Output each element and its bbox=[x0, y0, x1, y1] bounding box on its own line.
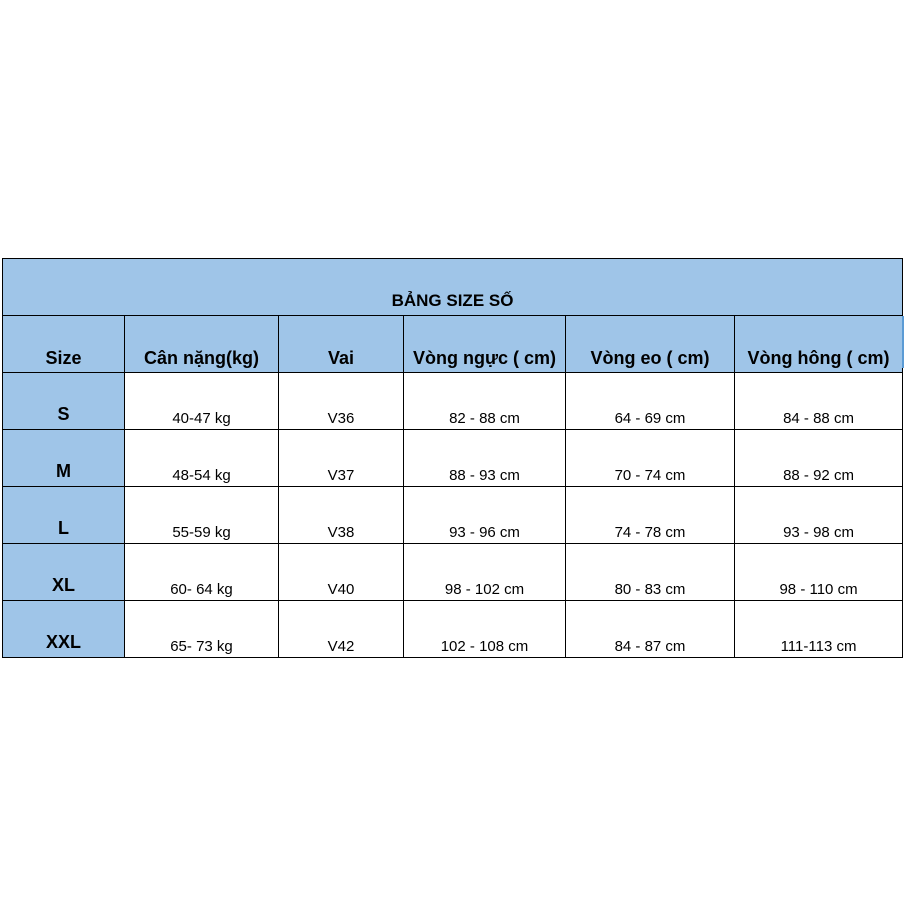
table-row bbox=[3, 544, 903, 601]
table-row bbox=[3, 430, 903, 487]
header-hip: Vòng hông ( cm) bbox=[735, 316, 903, 373]
weight-value: 65- 73 kg bbox=[125, 601, 279, 658]
hip-value: 93 - 98 cm bbox=[735, 487, 903, 544]
title-row bbox=[3, 259, 903, 316]
hip-value: 88 - 92 cm bbox=[735, 430, 903, 487]
waist-value: 64 - 69 cm bbox=[566, 373, 735, 430]
header-row bbox=[3, 316, 903, 373]
chest-value: 82 - 88 cm bbox=[404, 373, 566, 430]
weight-value: 55-59 kg bbox=[125, 487, 279, 544]
header-size: Size bbox=[3, 316, 125, 373]
hip-value: 111-113 cm bbox=[735, 601, 903, 658]
weight-value: 40-47 kg bbox=[125, 373, 279, 430]
chest-value: 93 - 96 cm bbox=[404, 487, 566, 544]
waist-value: 84 - 87 cm bbox=[566, 601, 735, 658]
cell-selection-edge bbox=[902, 316, 904, 368]
size-label: XXL bbox=[3, 601, 125, 658]
header-shoulder: Vai bbox=[279, 316, 404, 373]
header-waist: Vòng eo ( cm) bbox=[566, 316, 735, 373]
shoulder-value: V36 bbox=[279, 373, 404, 430]
weight-value: 60- 64 kg bbox=[125, 544, 279, 601]
shoulder-value: V40 bbox=[279, 544, 404, 601]
table-row bbox=[3, 487, 903, 544]
shoulder-value: V38 bbox=[279, 487, 404, 544]
table-row bbox=[3, 373, 903, 430]
size-label: L bbox=[3, 487, 125, 544]
size-label: S bbox=[3, 373, 125, 430]
shoulder-value: V37 bbox=[279, 430, 404, 487]
hip-value: 98 - 110 cm bbox=[735, 544, 903, 601]
hip-value: 84 - 88 cm bbox=[735, 373, 903, 430]
waist-value: 70 - 74 cm bbox=[566, 430, 735, 487]
header-weight: Cân nặng(kg) bbox=[125, 316, 279, 373]
weight-value: 48-54 kg bbox=[125, 430, 279, 487]
table-row bbox=[3, 601, 903, 658]
size-label: M bbox=[3, 430, 125, 487]
size-chart-table bbox=[2, 258, 903, 658]
size-label: XL bbox=[3, 544, 125, 601]
waist-value: 80 - 83 cm bbox=[566, 544, 735, 601]
chest-value: 88 - 93 cm bbox=[404, 430, 566, 487]
chest-value: 102 - 108 cm bbox=[404, 601, 566, 658]
chest-value: 98 - 102 cm bbox=[404, 544, 566, 601]
table-title: BẢNG SIZE SỐ bbox=[3, 259, 903, 316]
header-chest: Vòng ngực ( cm) bbox=[404, 316, 566, 373]
shoulder-value: V42 bbox=[279, 601, 404, 658]
waist-value: 74 - 78 cm bbox=[566, 487, 735, 544]
